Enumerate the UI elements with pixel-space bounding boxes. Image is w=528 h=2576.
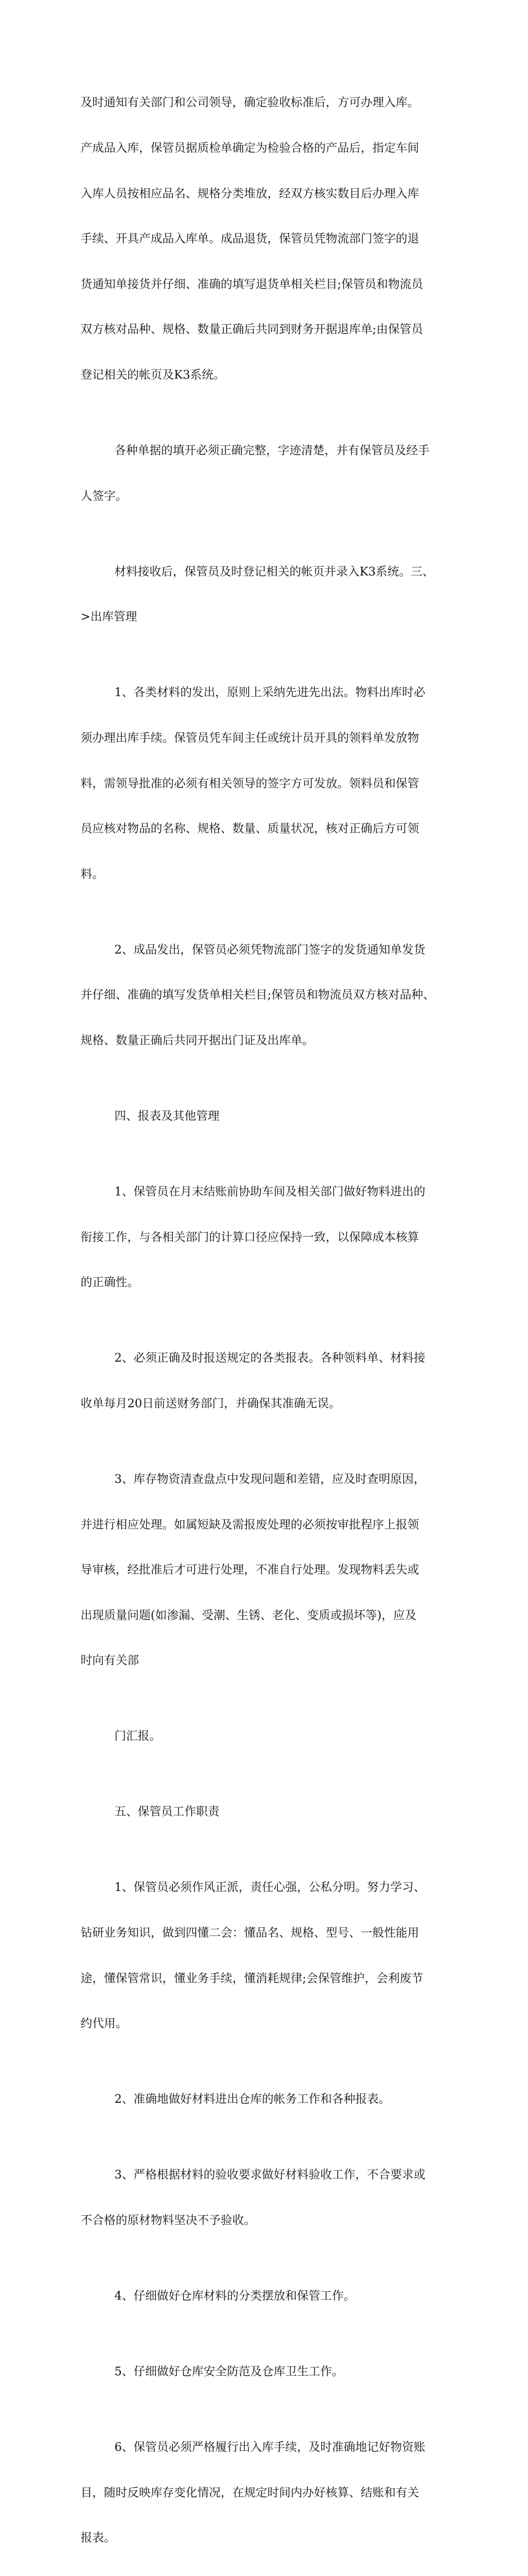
text-line: 约代用。 — [81, 2017, 127, 2031]
text-line: 2、必须正确及时报送规定的各类报表。各种领料单、材料接 — [114, 1351, 426, 1365]
text-line: 的正确性。 — [81, 1275, 139, 1289]
text-line: 目，随时反映库存变化情况，在规定时间内办好核算、结账和有关 — [81, 2485, 419, 2499]
section-heading-duties — [81, 1774, 456, 1850]
text-line: 并仔细、准确的填写发货单相关栏目;保管员和物流员双方核对品种、 — [81, 988, 435, 1002]
text-line: 员应核对物品的名称、规格、数量、质量状况，核对正确后方可领 — [81, 822, 419, 836]
text-line: 4、仔细做好仓库材料的分类摆放和保管工作。 — [114, 2289, 356, 2302]
text-line: 2、准确地做好材料进出仓库的帐务工作和各种报表。 — [114, 2092, 391, 2106]
text-line: 五、保管员工作职责 — [114, 1805, 220, 1819]
text-line: 入库人员按相应品名、规格分类堆放，经双方核实数目后办理入库 — [81, 186, 419, 200]
text-line: 报表。 — [81, 2531, 116, 2545]
text-line: 双方核对品种、规格、数量正确后共同到财务开据退库单;由保管员 — [81, 322, 424, 336]
text-line: 门汇报。 — [114, 1729, 161, 1743]
text-line: 及时通知有关部门和公司领导，确定验收标准后，方可办理入库。 — [81, 96, 419, 110]
text-line: 收单每月20日前送财务部门，并确保其准确无误。 — [81, 1396, 341, 1410]
text-line: 时向有关部 — [81, 1654, 139, 1667]
text-line: 须办理出库手续。保管员凭车间主任或统计员开具的领料单发放物 — [81, 731, 419, 744]
paragraph-duties-6 — [81, 2409, 456, 2575]
paragraph-report-to-dept — [81, 1699, 456, 1774]
text-line: 2、成品发出，保管员必须凭物流部门签字的发货通知单发货 — [114, 942, 426, 956]
text-line: 途，懂保管常识，懂业务手续，懂消耗规律;会保管维护，会利废节 — [81, 1971, 424, 1985]
document-page — [81, 65, 456, 2576]
paragraph-duties-2 — [81, 2062, 456, 2137]
text-line: 1、保管员在月末结账前协助车间及相关部门做好物料进出的 — [114, 1185, 426, 1199]
text-line: 5、仔细做好仓库安全防范及仓库卫生工作。 — [114, 2364, 344, 2378]
text-line: 料，需领导批准的必须有相关领导的签字方可发放。领料员和保管 — [81, 776, 419, 790]
text-line: 1、保管员必须作风正派，责任心强，公私分明。努力学习、 — [114, 1880, 426, 1894]
paragraph-duties-4 — [81, 2258, 456, 2334]
text-line: 各种单据的填开必须正确完整，字迹清楚，并有保管员及经手 — [114, 444, 430, 458]
text-line: 6、保管员必须严格履行出入库手续，及时准确地记好物资账 — [114, 2440, 426, 2454]
text-line: 钻研业务知识，做到四懂二会：懂品名、规格、型号、一般性能用 — [81, 1925, 419, 1939]
text-line: 导审核，经批准后才可进行处理，不准自行处理。发现物料丢失或 — [81, 1563, 419, 1577]
paragraph-reports-3 — [81, 1441, 456, 1698]
text-line: 产成品入库，保管员据质检单确定为检验合格的产品后，指定车间 — [81, 141, 419, 155]
paragraph-reports-2 — [81, 1321, 456, 1442]
text-line: 出现质量问题(如渗漏、受潮、生锈、老化、变质或损坏等)，应及 — [81, 1608, 417, 1622]
paragraph-outbound-1 — [81, 655, 456, 912]
text-line: 衔接工作，与各相关部门的计算口径应保持一致，以保障成本核算 — [81, 1230, 419, 1244]
text-line: 四、报表及其他管理 — [114, 1109, 220, 1123]
text-line: >出库管理 — [81, 610, 137, 624]
paragraph-duties-1 — [81, 1850, 456, 2062]
text-line: 不合格的原材物料坚决不予验收。 — [81, 2213, 256, 2227]
text-line: 货通知单接货并仔细、准确的填写退货单相关栏目;保管员和物流员 — [81, 277, 424, 291]
text-line: 并进行相应处理。如属短缺及需报废处理的必须按审批程序上报领 — [81, 1517, 419, 1531]
paragraph-material-receipt — [81, 534, 456, 655]
paragraph-duties-5 — [81, 2334, 456, 2409]
paragraph-duties-3 — [81, 2137, 456, 2259]
text-line: 规格、数量正确后共同开据出门证及出库单。 — [81, 1034, 314, 1047]
text-line: 料。 — [81, 867, 104, 881]
text-line: 3、库存物资清查盘点中发现问题和差错，应及时查明原因， — [114, 1472, 426, 1486]
paragraph-document-filling — [81, 413, 456, 534]
paragraph-inbound-continuation — [81, 65, 456, 413]
section-heading-reports — [81, 1079, 456, 1154]
text-line: 人签字。 — [81, 489, 127, 503]
paragraph-outbound-2 — [81, 912, 456, 1078]
paragraph-reports-1 — [81, 1154, 456, 1321]
text-line: 手续、开具产成品入库单。成品退货，保管员凭物流部门签字的退 — [81, 232, 419, 246]
text-line: 登记相关的帐页及K3系统。 — [81, 368, 226, 382]
text-line: 1、各类材料的发出，原则上采纳先进先出法。物料出库时必 — [114, 686, 426, 699]
text-line: 材料接收后，保管员及时登记相关的帐页并录入K3系统。三、 — [114, 564, 434, 578]
text-line: 3、严格根据材料的验收要求做好材料验收工作，不合要求或 — [114, 2168, 426, 2182]
